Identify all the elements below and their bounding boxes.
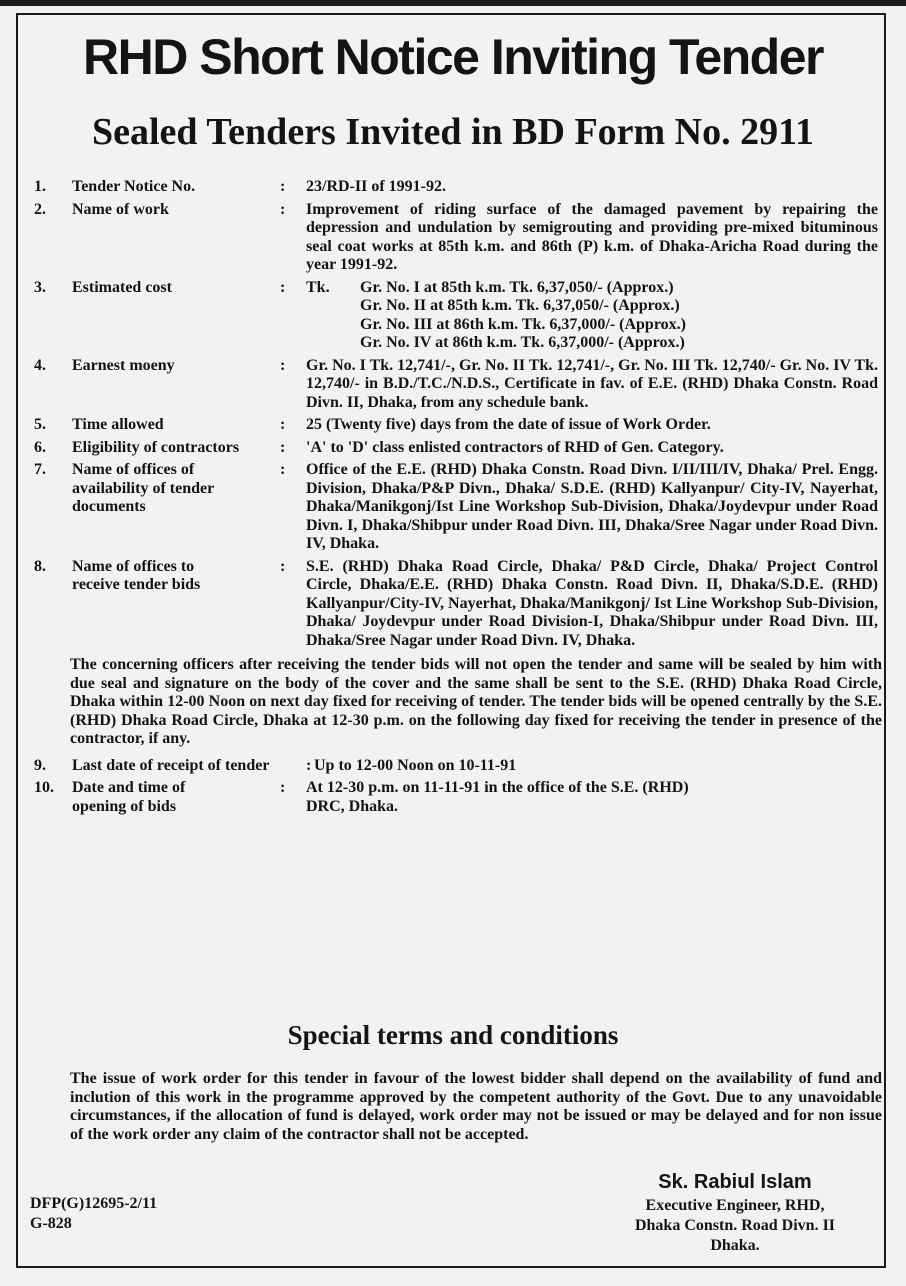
- item-value: Office of the E.E. (RHD) Dhaka Constn. Road Divn. I/II/III/IV, Dhaka/ Prel. Engg. Division, Dhaka/P&P Divn., Dhaka/ S.D.E. (RHD) Kallyanpur/ City-IV, Nayerhat, Dhaka/Manikgonj/Ist Line Workshop Sub-Division, Dhaka/Joydevpur under Road Divn. I, Dhaka/Shibpur under Road Divn. III, Dhaka/Sree Nagar under Road Divn. IV, Dhaka.: [306, 461, 878, 552]
- item-row: [34, 416, 886, 435]
- special-terms-text: The issue of work order for this tender in favour of the lowest bidder shall depend on the availability of fund and inclution of this work in the programme approved by the competent authority of the Govt. Due to any unavoidable circumstances, if the allocation of fund is delayed, work order may not be issued or may be delayed and for non issue of the work order any claim of the contractor shall not be accepted.: [70, 1070, 882, 1143]
- item-label: Name of offices to receive tender bids: [72, 557, 201, 593]
- item-label: Tender Notice No.: [72, 178, 196, 195]
- special-terms-heading: Special terms and conditions: [287, 1020, 619, 1050]
- item-colon: :: [280, 178, 286, 195]
- item-colon: :: [280, 461, 286, 478]
- signature-block: [590, 1172, 880, 1256]
- item-label: Date and time of opening of bids: [72, 779, 186, 815]
- item-number: 7.: [34, 461, 46, 478]
- item-value: At 12-30 p.m. on 11-11-91 in the office of the S.E. (RHD) DRC, Dhaka.: [306, 779, 689, 815]
- reference-codes: [30, 1194, 157, 1234]
- item-value: S.E. (RHD) Dhaka Road Circle, Dhaka/ P&D Circle, Dhaka/ Project Control Circle, Dhaka/E.E. (RHD) Dhaka Constn. Road Divn. II, Dhaka/S.D.E. (RHD) Kallyanpur/City-IV, Nayerhat, Dhaka/Manikgonj/ Ist Line Workshop Sub-Division, Dhaka/ Joydevpur under Road Division-I, Dhaka/Shibpur under Road Divn. III, Dhaka/Sree Nagar under Road Divn. IV, Dhaka.: [306, 557, 878, 649]
- item-colon: :: [280, 557, 286, 575]
- item-colon: :: [280, 438, 286, 456]
- item-label: Estimated cost: [72, 278, 172, 296]
- item-colon: :: [280, 356, 286, 374]
- bid-handling-paragraph: The concerning officers after receiving the tender bids will not open the tender and same will be sealed by him with due seal and signature on the body of the cover and the same shall be sent to the S.E. (RHD) Dhaka Road Circle, Dhaka within 12-00 Noon on next day fixed for receiving of tender. The tender bids will be opened centrally by the S.E. (RHD) Dhaka Road Circle, Dhaka at 12-30 p.m. on the following day fixed for receiving the tender in presence of the contractor, if any.: [70, 656, 882, 747]
- item-row: [34, 439, 886, 458]
- item-number: 1.: [34, 178, 46, 195]
- notice-title: RHD Short Notice Inviting Tender: [83, 29, 823, 85]
- item-value: 'A' to 'D' class enlisted contractors of RHD of Gen. Category.: [306, 438, 724, 456]
- top-rule: [0, 0, 906, 6]
- item-label: Eligibility of contractors: [72, 438, 240, 456]
- item-value: 25 (Twenty five) days from the date of issue of Work Order.: [306, 416, 711, 433]
- tender-items: [34, 178, 886, 820]
- item-number: 10.: [34, 779, 54, 796]
- item-value: Gr. No. I Tk. 12,741/-, Gr. No. II Tk. 12,741/-, Gr. No. III Tk. 12,740/- Gr. No. IV Tk. 12,740/- in B.D./T.C./N.D.S., Certificate in fav. of E.E. (RHD) Dhaka Constn. Road Divn. II, Dhaka, from any schedule bank.: [306, 356, 878, 411]
- item-colon: :: [306, 756, 312, 774]
- item-number: 6.: [34, 438, 46, 456]
- item-label: Last date of receipt of tender: [72, 756, 270, 774]
- item-value: Tk. Gr. No. I at 85th k.m. Tk. 6,37,050/- (Approx.) Gr. No. II at 85th k.m. Tk. 6,37,050/- (Approx.) Gr. No. III at 86th k.m. Tk. 6,37,000/- (Approx.) Gr. No. IV at 86th k.m. Tk. 6,37,000/- (Approx.): [306, 278, 686, 351]
- item-label: Time allowed: [72, 416, 164, 433]
- item-row: [34, 279, 886, 353]
- item-number: 5.: [34, 416, 46, 433]
- item-colon: :: [280, 278, 286, 296]
- item-row: [34, 757, 886, 776]
- item-label: Name of offices of availability of tender documents: [72, 461, 214, 515]
- item-row: [34, 201, 886, 275]
- item-colon: :: [280, 779, 286, 796]
- item-number: 8.: [34, 557, 46, 575]
- signatory-line: Dhaka Constn. Road Divn. II: [634, 1217, 836, 1234]
- item-row: [34, 461, 886, 554]
- item-value: 23/RD-II of 1991-92.: [306, 178, 446, 195]
- item-row: [34, 357, 886, 413]
- item-row: [34, 779, 886, 816]
- item-number: 9.: [34, 756, 46, 774]
- signatory-line: Dhaka.: [710, 1237, 760, 1254]
- notice-subtitle: Sealed Tenders Invited in BD Form No. 2911: [91, 111, 815, 153]
- reference-code: DFP(G)12695-2/11: [30, 1195, 158, 1212]
- item-number: 3.: [34, 278, 46, 296]
- item-label: Name of work: [72, 200, 169, 218]
- item-value: Improvement of riding surface of the damaged pavement by repairing the depression and undulation by semigrouting and providing pre-mixed bituminous seal coat works at 85th k.m. and 86th (P) k.m. of Dhaka-Aricha Road during the year 1991-92.: [306, 200, 878, 273]
- item-value: Up to 12-00 Noon on 10-11-91: [314, 756, 517, 774]
- item-number: 4.: [34, 356, 46, 374]
- cost-prefix: Tk.: [306, 278, 330, 296]
- item-row: [34, 558, 886, 651]
- item-label: Earnest moeny: [72, 356, 175, 374]
- item-number: 2.: [34, 200, 46, 218]
- item-colon: :: [280, 416, 286, 433]
- signatory-line: Executive Engineer, RHD,: [645, 1197, 825, 1214]
- signatory-name: Sk. Rabiul Islam: [658, 1171, 812, 1193]
- item-colon: :: [280, 200, 286, 218]
- item-row: [34, 178, 886, 197]
- reference-code: G-828: [30, 1215, 72, 1232]
